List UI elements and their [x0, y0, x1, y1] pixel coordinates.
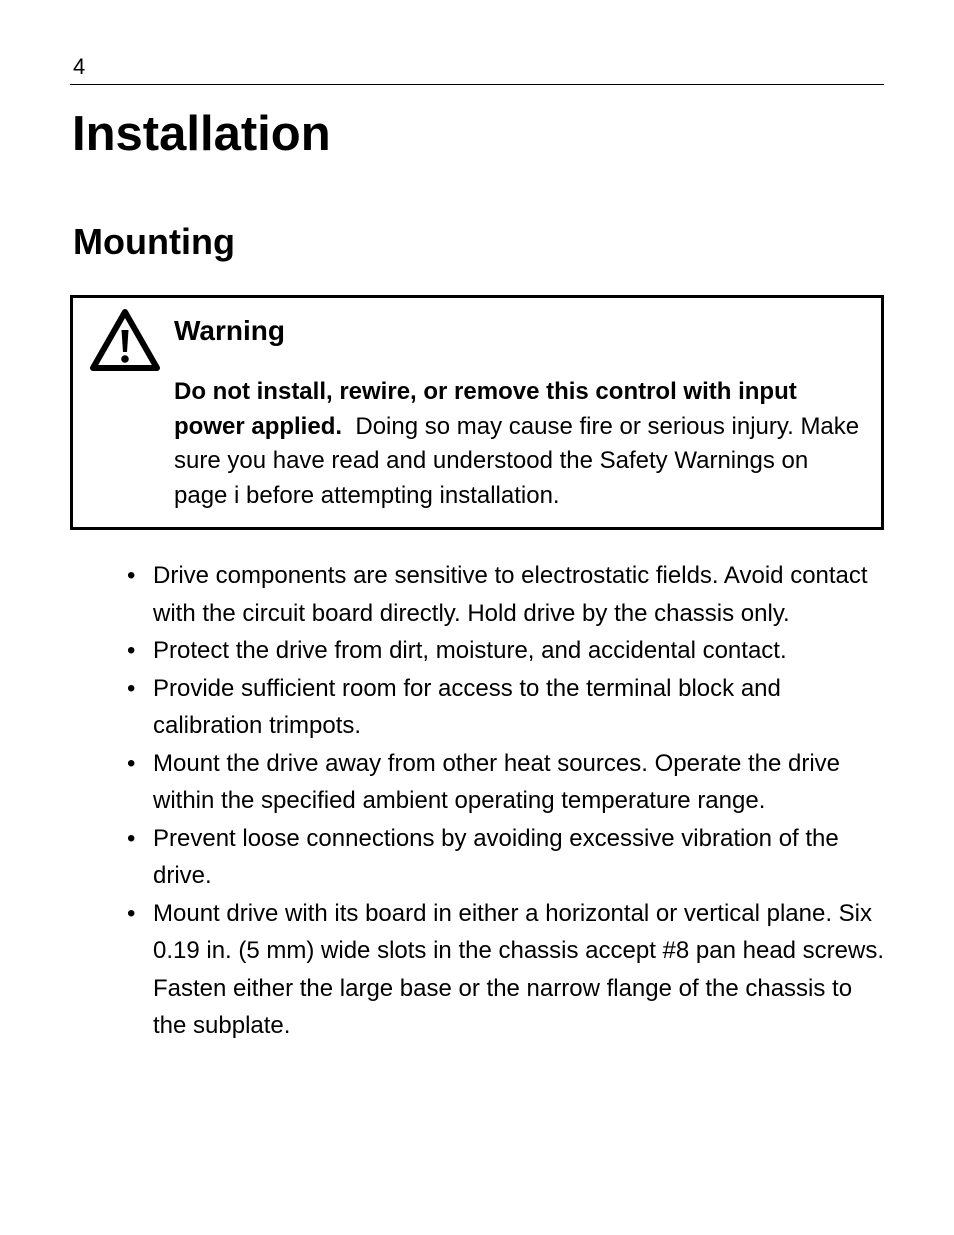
warning-box — [70, 295, 884, 530]
page-number: 4 — [73, 54, 86, 79]
warning-triangle-icon — [89, 306, 161, 372]
list-item — [127, 670, 887, 745]
bullet-icon: • — [127, 562, 136, 589]
chapter-title: Installation — [72, 107, 331, 161]
list-item — [127, 745, 887, 820]
bullet-icon: • — [127, 749, 136, 777]
list-item-text: Drive components are sensitive to electrostatic fields. Avoid contact with the circuit board directly. Hold drive by the chassis only. — [153, 562, 868, 627]
bullet-icon: • — [127, 637, 136, 664]
list-item-text: Mount drive with its board in either a horizontal or vertical plane. Six 0.19 in. (5 mm) wide slots in the chassis accept #8 pan head screws. Fasten either the large base or the narrow flange of the chassis to the subplate. — [153, 899, 885, 1039]
list-item — [127, 820, 887, 895]
list-item-text: Provide sufficient room for access to the terminal block and calibration trimpots. — [153, 674, 781, 739]
list-item-text: Protect the drive from dirt, moisture, and accidental contact. — [153, 637, 787, 664]
list-item-text: Prevent loose connections by avoiding excessive vibration of the drive. — [153, 824, 839, 889]
bullet-icon: • — [127, 899, 136, 927]
list-item-text: Mount the drive away from other heat sources. Operate the drive within the specified ambient operating temperature range. — [153, 749, 841, 814]
warning-bold-text: Do not install, rewire, or remove this control with input power applied. — [174, 378, 797, 440]
header-rule — [70, 84, 884, 85]
bullet-icon: • — [127, 824, 136, 852]
warning-text — [174, 375, 864, 513]
list-item — [127, 895, 887, 1045]
list-item — [127, 632, 887, 670]
list-item — [127, 557, 887, 632]
warning-heading: Warning — [174, 315, 285, 346]
warning-body-text: Doing so may cause fire or serious injury. Make sure you have read and understood the Safety Warnings on page i before attempting installation. — [174, 412, 860, 509]
mounting-guidelines-list — [127, 557, 887, 1045]
section-title: Mounting — [73, 221, 235, 262]
bullet-icon: • — [127, 674, 136, 702]
